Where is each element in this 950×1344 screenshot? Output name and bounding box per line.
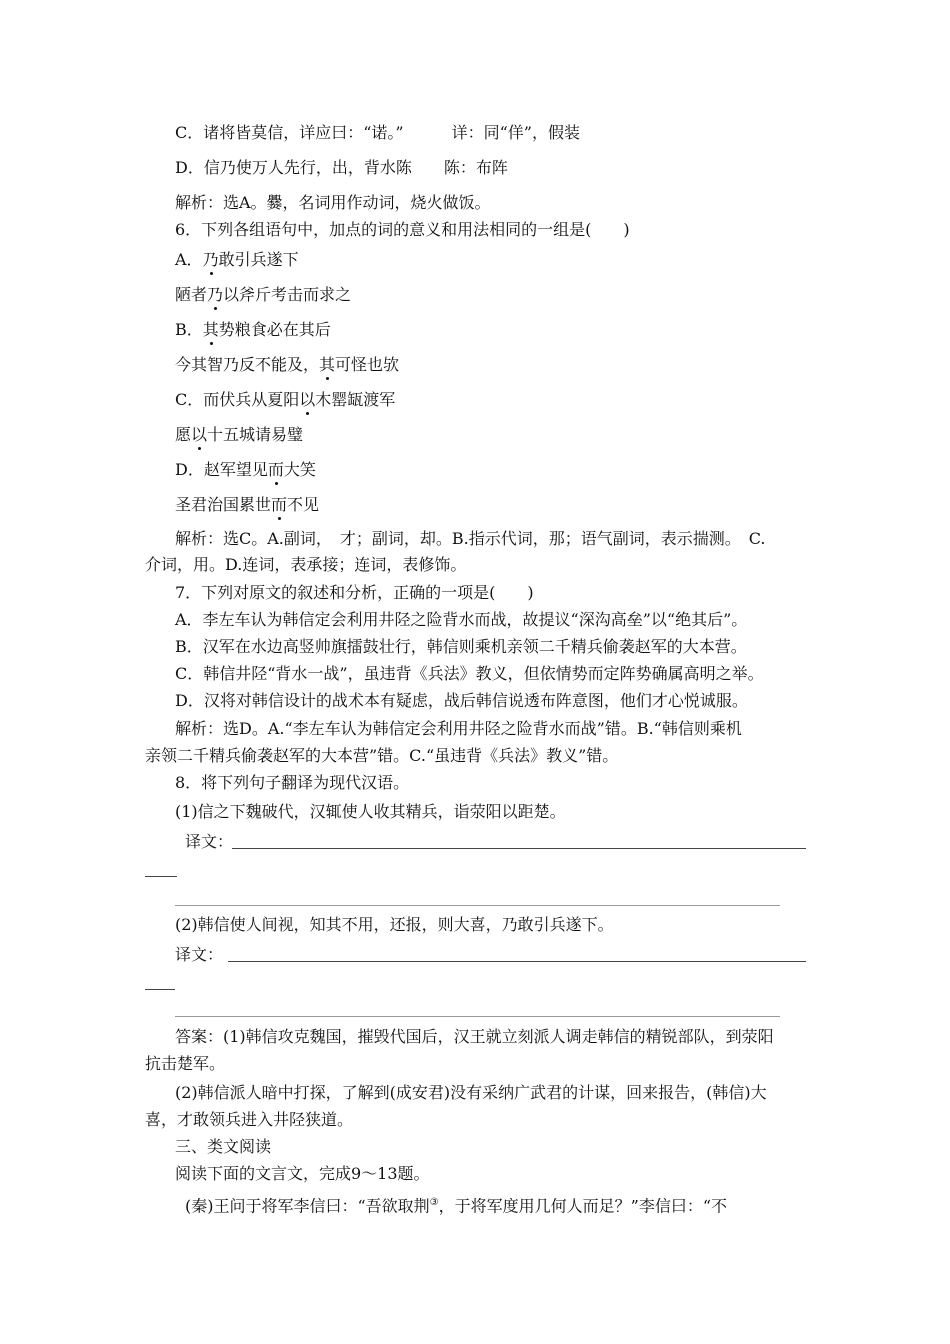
q8-sentence2: (2)韩信使人间视，知其不用，还报，则大喜，乃敢引兵遂下。 [175,915,614,934]
section-heading: 三、类文阅读 [175,1137,272,1156]
q6-option-a2: 陋者乃以斧斤考击而求之 [175,285,352,304]
q7-option-c: C．韩信井陉“背水一战”，虽违背《兵法》教义，但依情势而定阵势确属高明之举。 [175,664,764,683]
answer-blank-line [145,876,177,877]
q5-option-d: D．信乃使万人先行，出，背水陈 陈：布阵 [175,158,508,177]
answer-blank-line [228,961,806,962]
q8-answer-line3: (2)韩信派人暗中打探，了解到(成安君)没有采纳广武君的计谋，回来报告，(韩信)大 [175,1083,767,1102]
q8-stem: 8．将下列句子翻译为现代汉语。 [175,773,410,792]
q6-option-c2: 愿以十五城请易璧 [175,425,304,444]
q6-analysis-line1: 解析：选C。A.副词， 才；副词，却。B.指示代词，那；语气副词，表示揣测。 C. [175,529,766,548]
q7-option-b: B．汉军在水边高竖帅旗擂鼓壮行，韩信则乘机亲领二千精兵偷袭赵军的大本营。 [175,637,747,656]
q5-analysis: 解析：选A。爨，名词用作动词，烧火做饭。 [175,193,491,212]
emphasis-dot-char: 其 [319,355,336,374]
q5-option-c: C．诸将皆莫信，详应曰：“诺。” 详：同“佯”，假装 [175,123,580,142]
q6-option-a1: A．乃敢引兵遂下 [175,250,299,269]
q7-analysis-line2: 亲领二千精兵偷袭赵军的大本营”错。C.“虽违背《兵法》教义”错。 [145,746,619,765]
q6-analysis-line2: 介词，用。D.连词，表承接；连词，表修饰。 [145,555,467,574]
q7-option-a: A．李左车认为韩信定会利用井陉之险背水而战，故提议“深沟高垒”以“绝其后”。 [175,610,748,629]
passage-first-line: (秦)王问于将军李信曰：“吾欲取荆③，于将军度用几何人而足？”李信曰：“不 [185,1196,728,1216]
section-instruction: 阅读下面的文言文，完成9～13题。 [175,1164,430,1183]
emphasis-dot-char: 而 [271,495,288,514]
answer-blank-line [145,989,175,990]
q7-option-d: D．汉将对韩信设计的战术本有疑虑，战后韩信说透布阵意图，他们才心悦诚服。 [175,691,748,710]
footnote-marker: ③ [429,1197,439,1208]
q8-translation-label1: 译文： [185,832,234,851]
q7-analysis-line1: 解析：选D。A.“李左车认为韩信定会利用井陉之险背水而战”错。B.“韩信则乘机 [175,719,742,738]
emphasis-dot-char: 而 [267,460,284,479]
emphasis-dot-char: 乃 [207,285,224,304]
emphasis-dot-char: 以 [191,425,208,444]
q8-answer-line1: 答案：(1)韩信攻克魏国，摧毁代国后，汉王就立刻派人调走韩信的精锐部队，到荥阳 [175,1027,774,1046]
q8-answer-line4: 喜，才敢领兵进入井陉狭道。 [145,1110,354,1129]
q6-option-b1: B．其势粮食必在其后 [175,320,331,339]
q6-option-d2: 圣君治国累世而不见 [175,495,320,514]
q8-answer-line2: 抗击楚军。 [145,1054,226,1073]
answer-blank-line [175,1016,780,1017]
emphasis-dot-char: 以 [299,390,316,409]
emphasis-dot-char: 其 [202,320,219,339]
answer-blank-line [232,848,806,849]
q8-sentence1: (1)信之下魏破代，汉辄使人收其精兵，诣荥阳以距楚。 [175,802,566,821]
q6-stem: 6．下列各组语句中，加点的词的意义和用法相同的一组是( ) [175,220,630,239]
q6-option-c1: C．而伏兵从夏阳以木罂缻渡军 [175,390,396,409]
emphasis-dot-char: 乃 [202,250,219,269]
q7-stem: 7．下列对原文的叙述和分析，正确的一项是( ) [175,583,534,602]
answer-blank-line [175,905,780,906]
q6-option-b2: 今其智乃反不能及，其可怪也欤 [175,355,400,374]
q8-translation-label2: 译文： [175,945,224,964]
q6-option-d1: D．赵军望见而大笑 [175,460,316,479]
